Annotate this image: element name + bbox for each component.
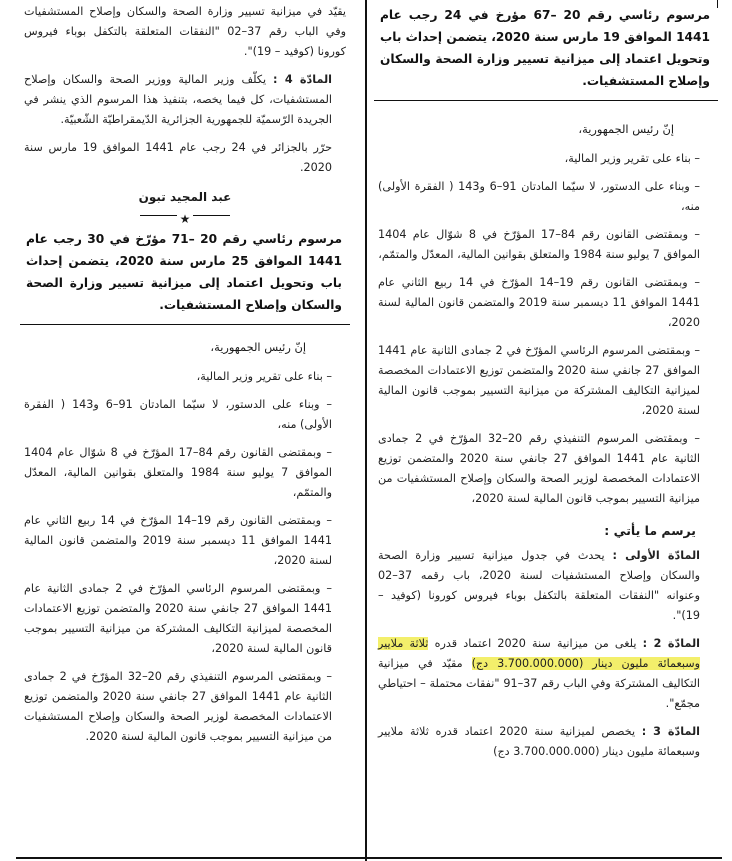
preamble-item: – وبمقتضى القانون رقم 19–14 المؤرّخ في 14 ربيع الثاني عام 1441 الموافق 11 ديسمبر سنة 2019 والمتضمن قانون المالية لسنة 2020، xyxy=(24,514,332,567)
signed-at: حرّر بالجزائر في 24 رجب عام 1441 الموافق 19 مارس سنة 2020. xyxy=(24,141,333,174)
right-column xyxy=(374,0,718,855)
preamble-item: – وبمقتضى القانون رقم 19–14 المؤرّخ في 14 ربيع الثاني عام 1441 الموافق 11 ديسمبر سنة 2019 والمتضمن قانون المالية لسنة 2020، xyxy=(378,276,700,329)
article-label: المادّة 4 : xyxy=(273,73,332,86)
preamble-item: – وبناء على الدستور، لا سيّما المادتان 91–6 و143 ( الفقرة الأولى) منه، xyxy=(378,180,700,213)
highlighted-amount: ثلاثة ملايير وسبعمائة مليون دينار (3.700.000.000 دج) xyxy=(378,637,701,670)
preamble-item: – وبمقتضى المرسوم التنفيذي رقم 20–32 المؤرّخ في 2 جمادى الثانية عام 1441 الموافق 27 جانفي سنة 2020 والمتضمن توزيع الاعتمادات المخصصة لوزير الصحة والسكان وإصلاح المستشفيات من ميزانية التسيير بموجب قانون المالية لسنة 2020. xyxy=(24,670,333,743)
article-label: المادّة 2 : xyxy=(642,637,701,650)
preamble-item: – وبمقتضى المرسوم الرئاسي المؤرّخ في 2 جمادى الثانية عام 1441 الموافق 27 جانفي سنة 2020 والمتضمن توزيع الاعتمادات المخصصة لميزانية التكاليف المشتركة من ميزانية التسيير بموجب قانون المالية لسنة 2020، xyxy=(378,344,700,417)
article-3 xyxy=(374,722,718,762)
article-label: المادّة الأولى : xyxy=(612,549,700,562)
column-divider xyxy=(365,0,367,861)
article-text: يخصص لميزانية سنة 2020 اعتماد قدره ثلاثة ملايير وسبعمائة مليون دينار (3.700.000.000 دج) xyxy=(378,725,700,758)
article-label: المادّة 3 : xyxy=(641,725,700,738)
preamble-item: – وبمقتضى المرسوم الرئاسي المؤرّخ في 2 جمادى الثانية عام 1441 الموافق 27 جانفي سنة 2020 والمتضمن توزيع الاعتمادات المخصصة لميزانية التكاليف المشتركة من ميزانية التسيير بموجب قانون المالية لسنة 2020، xyxy=(24,582,333,655)
preamble-item: – وبمقتضى المرسوم التنفيذي رقم 20–32 المؤرّخ في 2 جمادى الثانية عام 1441 الموافق 27 جانفي سنة 2020 والمتضمن توزيع الاعتمادات المخصصة لوزير الصحة والسكان وإصلاح المستشفيات من ميزانية التسيير بموجب قانون المالية لسنة 2020، xyxy=(378,432,700,505)
article-4 xyxy=(20,70,350,130)
preamble-item: – بناء على تقرير وزير المالية، xyxy=(564,152,700,165)
preamble-item: – بناء على تقرير وزير المالية، xyxy=(196,370,332,383)
decree-title-67: مرسوم رئاسي رقم 20 –67 مؤرخ في 24 رجب عام 1441 الموافق 19 مارس سنة 2020، يتضمن إحداث باب وتحويل اعتماد إلى ميزانية تسيير وزارة الصحة والسكان وإصلاح المستشفيات. xyxy=(380,8,710,88)
title-rule xyxy=(374,100,718,101)
left-column xyxy=(20,0,350,855)
bottom-rule xyxy=(16,857,722,859)
preamble-item: – وبمقتضى القانون رقم 84–17 المؤرّخ في 8 شوّال عام 1404 الموافق 7 يوليو سنة 1984 والمتعلق بقوانين المالية، المعدّل والمتمّم، xyxy=(24,446,332,499)
preamble: إنّ رئيس الجمهورية، xyxy=(578,122,674,136)
preamble-item: – وبمقتضى القانون رقم 84–17 المؤرّخ في 8 شوّال عام 1404 الموافق 7 يوليو سنة 1984 والمتعلق بقوانين المالية، المعدّل والمتمّم، xyxy=(378,228,700,261)
signature: عبد المجيد تبون xyxy=(138,190,232,204)
star-icon: ★ xyxy=(177,212,194,226)
separator xyxy=(20,208,350,226)
article-text: يلغى من ميزانية سنة 2020 اعتماد قدره xyxy=(434,637,637,650)
article-text: يكلّف وزير المالية ووزير الصحة والسكان وإصلاح المستشفيات، كل فيما يخصه، بتنفيذ هذا المرسوم الذي ينشر في الجريدة الرّسميّة للجمهورية الجزائرية الدّيمقراطيّة الشّعبيّة. xyxy=(24,73,332,126)
article-text: يحدث في جدول ميزانية تسيير وزارة الصحة والسكان وإصلاح المستشفيات لسنة 2020، باب رقمه 37–02 وعنوانه "النفقات المتعلقة بالتكفل بوباء فيروس كورونا (كوفيد – 19)". xyxy=(378,549,700,622)
preamble-item: – وبناء على الدستور، لا سيّما المادتان 91–6 و143 ( الفقرة الأولى) منه، xyxy=(24,398,332,431)
article-2 xyxy=(374,634,718,714)
article-1 xyxy=(374,546,718,626)
preamble: إنّ رئيس الجمهورية، xyxy=(210,340,306,354)
title-rule xyxy=(20,324,350,325)
article-text: مقيّد في ميزانية التكاليف المشتركة وفي الباب رقم 37–91 "نفقات محتملة – احتياطي مجمّع". xyxy=(378,657,700,710)
enacts-heading: يرسم ما يأتي : xyxy=(604,523,696,538)
decree-title-71: مرسوم رئاسي رقم 20 –71 مؤرّخ في 30 رجب عام 1441 الموافق 25 مارس سنة 2020، يتضمن إحداث باب وتحويل اعتماد إلى ميزانية تسيير وزارة الصحة والسكان وإصلاح المستشفيات. xyxy=(26,232,342,312)
article-3-continuation: يقيّد في ميزانية تسيير وزارة الصحة والسكان وإصلاح المستشفيات وفي الباب رقم 37–02 "النفقات المتعلقة بالتكفل بوباء فيروس كورونا (كوفيد – 19)". xyxy=(24,5,346,58)
